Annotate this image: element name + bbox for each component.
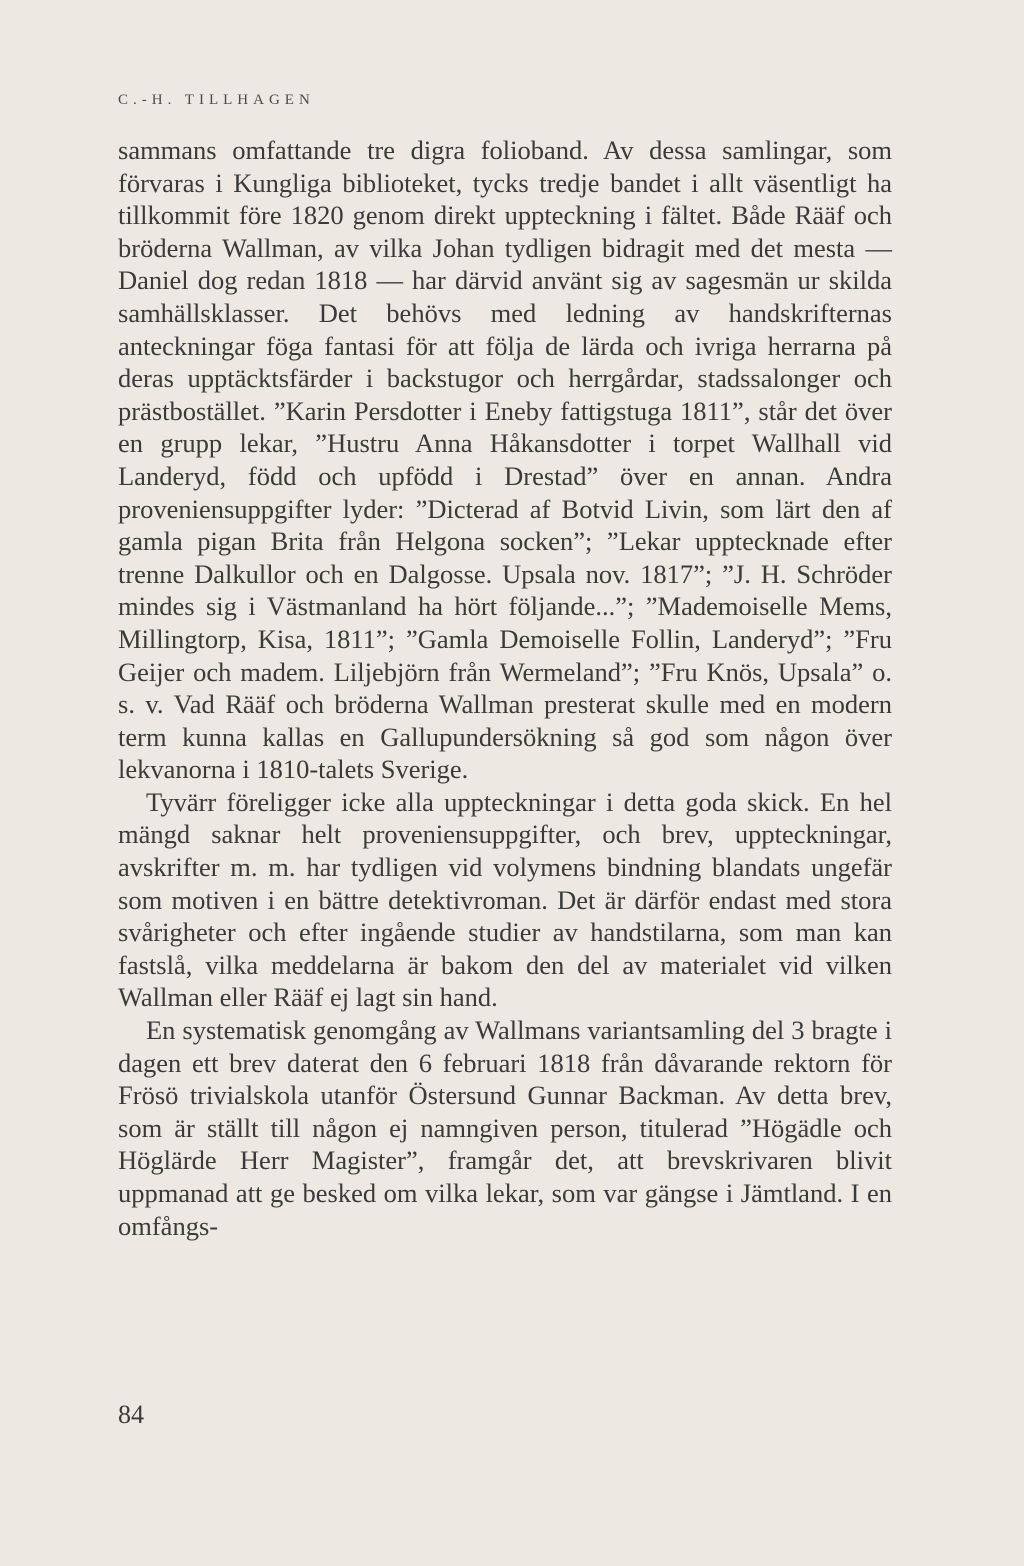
running-head: C.-H. TILLHAGEN [118,92,315,108]
paragraph: En systematisk genomgång av Wallmans variantsamling del 3 bragte i dagen ett brev daterat den 6 februari 1818 från dåvarande rektorn för Frösö trivialskola utanför Östersund Gunnar Backman. Av detta brev, som är ställt till någon ej namngiven person, titulerad ”Högädle och Höglärde Herr Magister”, framgår det, att brevskrivaren blivit uppmanad att ge besked om vilka lekar, som var gängse i Jämtland. I en omfångs- [118,1015,892,1241]
paragraph: Tyvärr föreligger icke alla uppteckningar i detta goda skick. En hel mängd saknar helt proveniensuppgifter, och brev, uppteckningar, avskrifter m. m. har tydligen vid volymens bindning blandats ungefär som motiven i en bättre detektivroman. Det är därför endast med stora svårigheter och efter ingående studier av handstilarna, som man kan fastslå, vilka meddelarna är bakom den del av materialet vid vilken Wallman eller Rääf ej lagt sin hand. [118,786,892,1013]
page-number: 84 [118,1400,144,1429]
paragraph-continuation: sammans omfattande tre digra folioband. Av dessa samlingar, som förvaras i Kungliga biblioteket, tycks tredje bandet i allt väsentligt ha tillkommit före 1820 genom direkt uppteckning i fältet. Både Rääf och bröderna Wallman, av vilka Johan tydligen bidragit med det mesta — Daniel dog redan 1818 — har därvid använt sig av sagesmän ur skilda samhällsklasser. Det behövs med ledning av handskrifternas anteckningar föga fantasi för att följa de lärda och ivriga herrarna på deras upptäcktsfärder i backstugor och herrgårdar, stadssalonger och prästbostället. ”Karin Persdotter i Eneby fattigstuga 1811”, står det över en grupp lekar, ”Hustru Anna Håkansdotter i torpet Wallhall vid Landeryd, född och upfödd i Drestad” över en annan. Andra proveniensuppgifter lyder: ”Dicterad af Botvid Livin, som lärt den af gamla pigan Brita från Helgona socken”; ”Lekar upptecknade efter trenne Dalkullor och en Dalgosse. Upsala nov. 1817”; ”J. H. Schröder mindes sig i Västmanland ha hört följande...”; ”Mademoiselle Mems, Millingtorp, Kisa, 1811”; ”Gamla Demoiselle Follin, Landeryd”; ”Fru Geijer och madem. Liljebjörn från Wermeland”; ”Fru Knös, Upsala” o. s. v. Vad Rääf och bröderna Wallman presterat skulle med en modern term kunna kallas en Gallupundersökning så god som någon över lekvanorna i 1810-talets Sverige. [118,135,892,785]
body-text [118,134,892,1242]
